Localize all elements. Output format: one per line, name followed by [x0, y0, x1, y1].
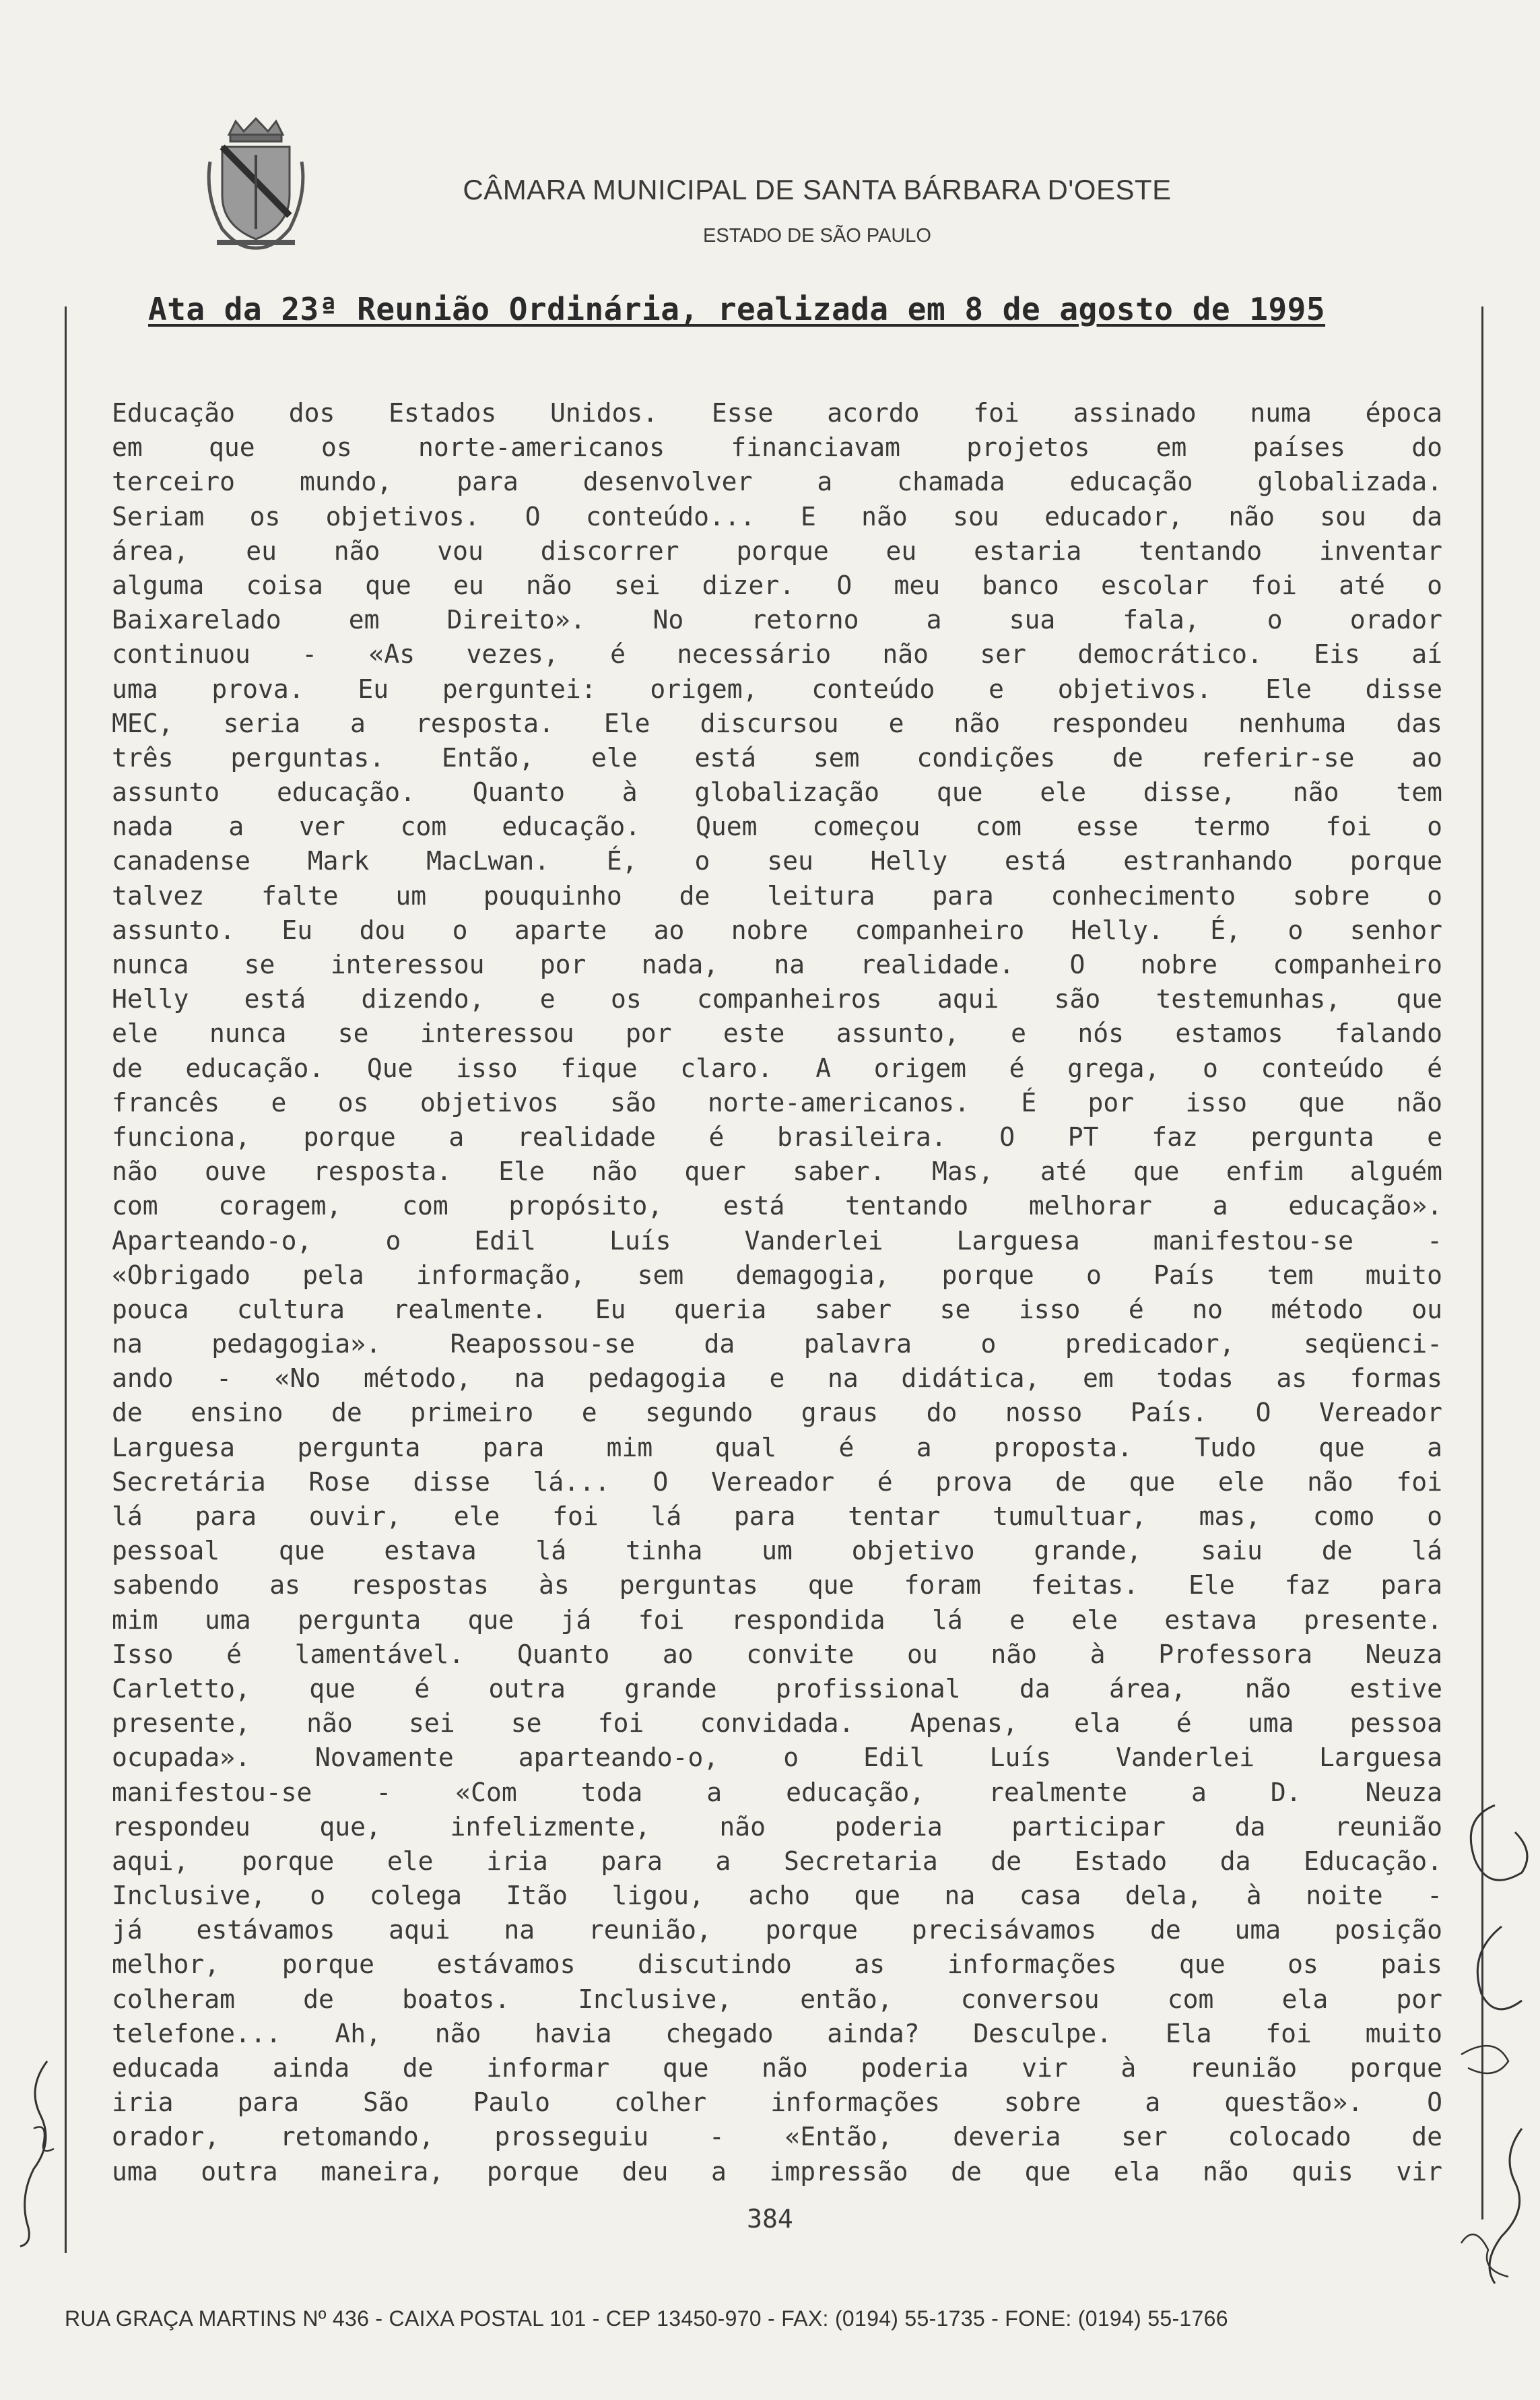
right-margin-signatures: [1421, 1778, 1535, 2290]
text-line: «Obrigado pela informação, sem demagogia, porque o País tem muito: [112, 1260, 1442, 1290]
text-line: manifestou-se - «Com toda a educação, realmente a D. Neuza: [112, 1777, 1442, 1807]
footer-address: RUA GRAÇA MARTINS Nº 436 - CAIXA POSTAL 101 - CEP 13450-970 - FAX: (0194) 55-1735 - FONE: (0194) 55-1766: [65, 2306, 1228, 2331]
text-line: francês e os objetivos são norte-americanos. É por isso que não: [112, 1087, 1442, 1117]
text-line: pouca cultura realmente. Eu queria saber se isso é no método ou: [112, 1294, 1442, 1324]
text-line: Helly está dizendo, e os companheiros aqui são testemunhas, que: [112, 984, 1442, 1014]
text-line: com coragem, com propósito, está tentando melhorar a educação».: [112, 1191, 1442, 1221]
minutes-body-text: [112, 396, 1442, 2189]
text-line: continuou - «As vezes, é necessário não ser democrático. Eis aí: [112, 639, 1442, 670]
text-line: Carletto, que é outra grande profissional da área, não estive: [112, 1673, 1442, 1704]
text-line: alguma coisa que eu não sei dizer. O meu banco escolar foi até o: [112, 570, 1442, 600]
text-line: não ouve resposta. Ele não quer saber. Mas, até que enfim alguém: [112, 1157, 1442, 1187]
text-line: presente, não sei se foi convidada. Apenas, ela é uma pessoa: [112, 1708, 1442, 1739]
text-line: já estávamos aqui na reunião, porque precisávamos de uma posição: [112, 1915, 1442, 1945]
text-line: pessoal que estava lá tinha um objetivo grande, saiu de lá: [112, 1536, 1442, 1566]
text-line: sabendo as respostas às perguntas que foram feitas. Ele faz para: [112, 1570, 1442, 1600]
page-number: 384: [747, 2204, 793, 2234]
left-margin-signature: [7, 2048, 67, 2250]
document-title: Ata da 23ª Reunião Ordinária, realizada em 8 de agosto de 1995: [148, 291, 1326, 327]
text-line: nada a ver com educação. Quem começou com esse termo foi o: [112, 812, 1442, 842]
text-line: Inclusive, o colega Itão ligou, acho que na casa dela, à noite -: [112, 1881, 1442, 1911]
text-line: na pedagogia». Reapossou-se da palavra o predicador, seqüenci-: [112, 1329, 1442, 1359]
text-line: iria para São Paulo colher informações sobre a questão». O: [112, 2087, 1442, 2118]
text-line: orador, retomando, prosseguiu - «Então, deveria ser colocado de: [112, 2122, 1442, 2152]
text-line: funciona, porque a realidade é brasileira. O PT faz pergunta e: [112, 1122, 1442, 1152]
text-line: MEC, seria a resposta. Ele discursou e não respondeu nenhuma das: [112, 708, 1442, 738]
text-line: Baixarelado em Direito». No retorno a sua fala, o orador: [112, 605, 1442, 635]
institution-name: CÂMARA MUNICIPAL DE SANTA BÁRBARA D'OESTE: [463, 174, 1172, 205]
text-line: terceiro mundo, para desenvolver a chamada educação globalizada.: [112, 467, 1442, 497]
text-line: ocupada». Novamente aparteando-o, o Edil Luís Vanderlei Larguesa: [112, 1743, 1442, 1773]
text-line: uma prova. Eu perguntei: origem, conteúdo e objetivos. Ele disse: [112, 674, 1442, 704]
text-line: Larguesa pergunta para mim qual é a proposta. Tudo que a: [112, 1432, 1442, 1462]
text-line: assunto. Eu dou o aparte ao nobre companheiro Helly. É, o senhor: [112, 915, 1442, 945]
left-margin-rule: [65, 306, 67, 2253]
text-line: de ensino de primeiro e segundo graus do nosso País. O Vereador: [112, 1398, 1442, 1428]
text-line: ando - «No método, na pedagogia e na didática, em todas as formas: [112, 1363, 1442, 1394]
text-line: melhor, porque estávamos discutindo as informações que os pais: [112, 1949, 1442, 1980]
text-line: Seriam os objetivos. O conteúdo... E não sou educador, não sou da: [112, 501, 1442, 531]
text-line: lá para ouvir, ele foi lá para tentar tumultuar, mas, como o: [112, 1501, 1442, 1531]
text-line: Aparteando-o, o Edil Luís Vanderlei Larguesa manifestou-se -: [112, 1225, 1442, 1256]
text-line: Secretária Rose disse lá... O Vereador é prova de que ele não foi: [112, 1466, 1442, 1497]
state-name: ESTADO DE SÃO PAULO: [703, 225, 931, 247]
text-line: Isso é lamentável. Quanto ao convite ou não à Professora Neuza: [112, 1639, 1442, 1669]
text-line: em que os norte-americanos financiavam projetos em países do: [112, 432, 1442, 463]
text-line: colheram de boatos. Inclusive, então, conversou com ela por: [112, 1984, 1442, 2014]
text-line: telefone... Ah, não havia chegado ainda? Desculpe. Ela foi muito: [112, 2018, 1442, 2048]
text-line: área, eu não vou discorrer porque eu estaria tentando inventar: [112, 536, 1442, 566]
text-line: canadense Mark MacLwan. É, o seu Helly está estranhando porque: [112, 846, 1442, 876]
text-line: uma outra maneira, porque deu a impressão de que ela não quis vir: [112, 2156, 1442, 2186]
text-line: aqui, porque ele iria para a Secretaria de Estado da Educação.: [112, 1846, 1442, 1876]
text-line: respondeu que, infelizmente, não poderia participar da reunião: [112, 1811, 1442, 1842]
text-line: assunto educação. Quanto à globalização que ele disse, não tem: [112, 777, 1442, 808]
text-line: três perguntas. Então, ele está sem condições de referir-se ao: [112, 742, 1442, 773]
text-line: ele nunca se interessou por este assunto, e nós estamos falando: [112, 1018, 1442, 1049]
text-line: talvez falte um pouquinho de leitura para conhecimento sobre o: [112, 880, 1442, 911]
text-line: de educação. Que isso fique claro. A origem é grega, o conteúdo é: [112, 1053, 1442, 1083]
text-line: Educação dos Estados Unidos. Esse acordo foi assinado numa época: [112, 398, 1442, 428]
text-line: mim uma pergunta que já foi respondida lá e ele estava presente.: [112, 1604, 1442, 1635]
text-line: educada ainda de informar que não poderia vir à reunião porque: [112, 2053, 1442, 2083]
text-line: nunca se interessou por nada, na realidade. O nobre companheiro: [112, 950, 1442, 979]
